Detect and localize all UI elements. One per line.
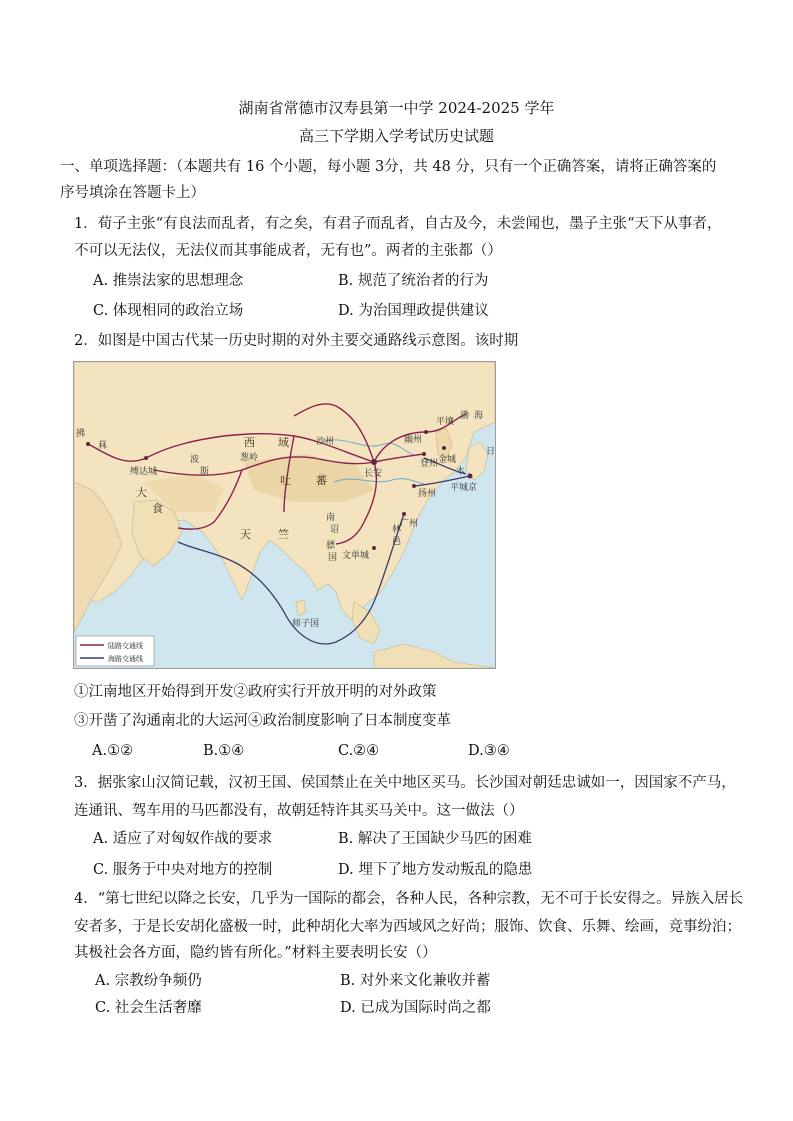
- map-label-wendan: 文单城: [342, 551, 370, 561]
- q3-stem-line1: 3．据张家山汉简记载，汉初王国、侯国禁止在关中地区买马。长沙国对朝廷忠诚如一，因国家不产马，: [74, 775, 736, 791]
- q3-option-d[interactable]: D. 埋下了地方发动叛乱的隐患: [338, 862, 533, 878]
- map-label-tu: 吐: [280, 474, 291, 487]
- q2-stem: 2．如图是中国古代某一历史时期的对外主要交通路线示意图。该时期: [74, 333, 519, 349]
- q3-option-a[interactable]: A. 适应了对匈奴作战的要求: [93, 831, 273, 847]
- legend-land-label: 陆路交通线: [108, 642, 143, 650]
- q3-stem-line2: 连通讯、驾车用的马匹都没有，故朝廷特许其买马关中。这一做法（）: [74, 803, 524, 819]
- map-label-ben: 本: [456, 467, 466, 477]
- section-instruction-line2: 序号填涂在答题卡上）: [60, 185, 205, 201]
- q2-option-d[interactable]: D.③④: [468, 743, 510, 759]
- map-label-pingrang: 平壤: [436, 417, 455, 427]
- map-label-bohai: 渤: [460, 411, 470, 421]
- q1-option-d[interactable]: D. 为治国理政提供建议: [338, 303, 489, 319]
- school-title: 湖南省常德市汉寿县第一中学 2024-2025 学年: [238, 99, 555, 117]
- map-label-shiziguo: 师子国: [292, 619, 320, 629]
- map-svg: [74, 362, 495, 668]
- map-label-hai: 海: [474, 411, 484, 421]
- map-label-si: 斯: [200, 467, 210, 477]
- map-label-yu: 域: [278, 436, 289, 449]
- q1-option-a[interactable]: A. 推崇法家的思想理念: [93, 273, 244, 289]
- map-label-yi: 邑: [392, 537, 402, 547]
- q3-option-c[interactable]: C. 服务于中央对地方的控制: [93, 862, 273, 878]
- q1-option-c[interactable]: C. 体现相同的政治立场: [93, 303, 244, 319]
- map-label-guo: 国: [328, 553, 338, 563]
- q2-option-a[interactable]: A.①②: [92, 743, 134, 759]
- q4-stem-line3: 其极社会各方面，隐约皆有所化。”材料主要表明长安（）: [74, 945, 437, 961]
- map-label-changan: 长安: [364, 469, 383, 479]
- map-label-lin: 菻: [98, 441, 108, 451]
- q1-option-b[interactable]: B. 规范了统治者的行为: [338, 273, 489, 289]
- q4-stem-line1: 4．“第七世纪以降之长安，几乎为一国际的都会，各种人民，各种宗教，无不可于长安得之。异族入居长: [74, 891, 744, 907]
- map-label-congling: 葱岭: [240, 453, 259, 463]
- exam-title: 高三下学期入学考试历史试题: [298, 127, 494, 145]
- q4-option-c[interactable]: C. 社会生活奢靡: [95, 1000, 202, 1016]
- map-label-jincheng: 金城: [438, 455, 457, 465]
- trade-route-map: [73, 361, 496, 669]
- q2-items-line2: ③开凿了沟通南北的大运河④政治制度影响了日本制度变革: [74, 713, 451, 729]
- section-instruction-line1: 一、单项选择题：（本题共有 16 个小题，每小题 3分，共 48 分，只有一个正确答案，请将正确答案的: [60, 159, 717, 175]
- map-label-nan: 南: [326, 513, 336, 523]
- q3-option-b[interactable]: B. 解决了王国缺少马匹的困难: [338, 831, 532, 847]
- q2-option-b[interactable]: B.①④: [203, 743, 245, 759]
- map-label-zhu: 竺: [278, 528, 289, 541]
- map-label-pingcheng: 平城京: [450, 483, 478, 493]
- map-label-tian: 天: [240, 528, 251, 541]
- q4-option-b[interactable]: B. 对外来文化兼收并蓄: [340, 973, 491, 989]
- map-land-srilanka: [296, 600, 306, 616]
- q4-option-d[interactable]: D. 已成为国际时尚之都: [340, 1000, 491, 1016]
- q1-stem-line1: 1．荀子主张“有良法而乱者，有之矣，有君子而乱者，自古及今，未尝闻也，墨子主张“天下从事者，: [74, 216, 722, 232]
- map-label-bosi: 波: [190, 455, 200, 465]
- map-label-byzantium: 拂: [76, 429, 86, 439]
- map-label-ri: 日: [486, 447, 495, 457]
- q1-stem-line2: 不可以无法仪，无法仪而其事能成者，无有也”。两者的主张都（）: [74, 243, 502, 259]
- map-label-shi: 食: [152, 502, 163, 515]
- map-label-youzhou: 幽州: [404, 435, 423, 445]
- map-legend: [76, 636, 154, 666]
- map-label-piao: 骠: [326, 541, 336, 551]
- map-label-yangzhou: 扬州: [418, 489, 437, 499]
- map-label-zhao: 诏: [330, 525, 340, 535]
- q4-stem-line2: 安者多，于是长安胡化盛极一时，此种胡化大率为西域风之好尚；服饰、饮食、乐舞、绘画，竞事纷泊；: [74, 919, 741, 935]
- map-label-dengzhou: 登州: [420, 459, 439, 469]
- map-label-xi: 西: [244, 436, 255, 449]
- map-label-baghdad: 缚达城: [130, 467, 158, 477]
- map-label-lin2: 林: [392, 525, 402, 535]
- map-label-shazhou: 沙州: [316, 437, 335, 447]
- map-label-guangzhou: 广州: [400, 519, 419, 529]
- q2-option-c[interactable]: C.②④: [338, 743, 380, 759]
- map-label-bo: 蕃: [316, 474, 327, 487]
- q4-option-a[interactable]: A. 宗教纷争频仍: [95, 973, 202, 989]
- map-label-da: 大: [136, 486, 147, 499]
- map-land-malaya: [352, 602, 380, 644]
- q2-items-line1: ①江南地区开始得到开发②政府实行开放开明的对外政策: [74, 684, 437, 700]
- map-land-sumatra: [374, 644, 495, 668]
- legend-sea-label: 海路交通线: [108, 655, 143, 663]
